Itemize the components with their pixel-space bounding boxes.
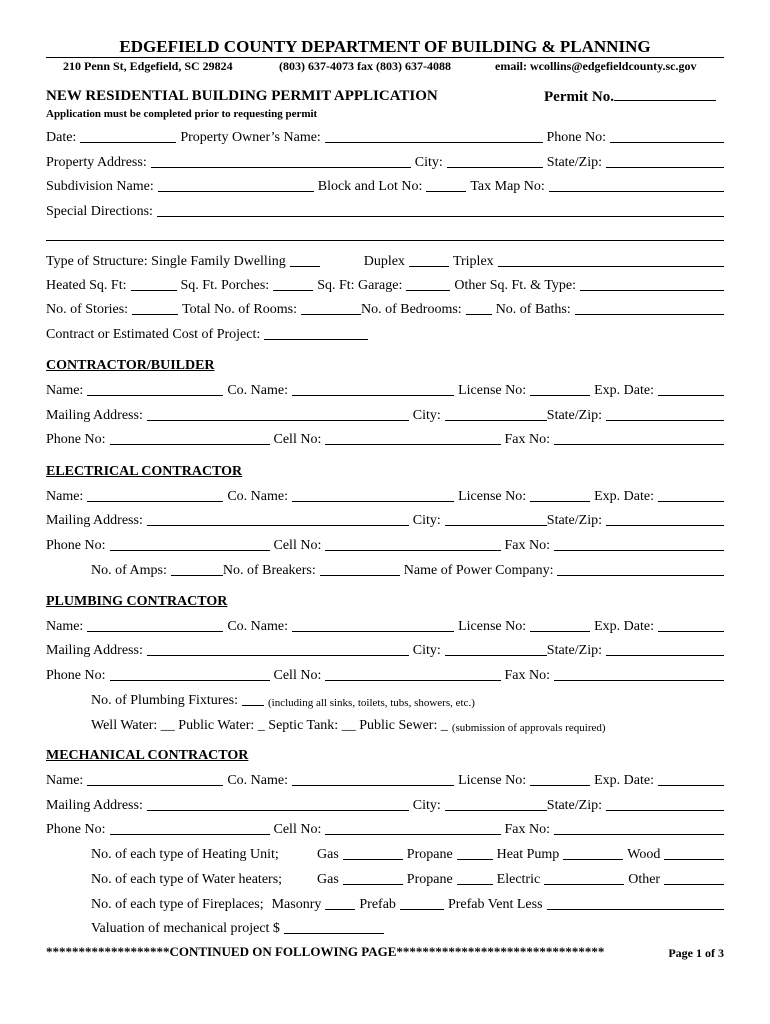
- prefab-label: Prefab: [359, 897, 396, 912]
- mailing-label: Mailing Address:: [46, 408, 143, 423]
- prefab-vent-less-label: Prefab Vent Less: [447, 897, 543, 912]
- plumbing-exp-field[interactable]: [658, 630, 724, 632]
- plumbing-mailing-field[interactable]: [147, 654, 409, 656]
- porches-sqft-field[interactable]: [273, 289, 313, 291]
- electrical-row-4: [91, 561, 724, 579]
- electrical-cell-field[interactable]: [325, 549, 500, 551]
- triplex-label: Triplex: [452, 254, 494, 269]
- amps-field[interactable]: [171, 574, 223, 576]
- heated-sqft-field[interactable]: [131, 289, 177, 291]
- water-sewer-options: Well Water: __ Public Water: _ Septic Tank: __ Public Sewer: _: [91, 718, 448, 733]
- mailing-label: Mailing Address:: [46, 513, 143, 528]
- breakers-label: No. of Breakers:: [222, 563, 316, 578]
- plumbing-name-field[interactable]: [87, 630, 223, 632]
- state-zip-label: State/Zip:: [546, 408, 602, 423]
- structure-row-1: [46, 252, 724, 270]
- electrical-row-3: [46, 536, 724, 554]
- rooms-field[interactable]: [301, 313, 361, 315]
- gas-label: Gas: [317, 872, 339, 887]
- mechanical-license-field[interactable]: [530, 784, 590, 786]
- mechanical-row-1: [46, 771, 724, 789]
- masonry-label: Masonry: [271, 897, 322, 912]
- other-label: Other: [628, 872, 661, 887]
- cell-label: Cell No:: [273, 668, 322, 683]
- subdivision-field[interactable]: [158, 190, 314, 192]
- exp-date-label: Exp. Date:: [594, 619, 654, 634]
- electric-label: Electric: [496, 872, 541, 887]
- propane-label: Propane: [406, 847, 453, 862]
- contractor-co-name-field[interactable]: [292, 394, 454, 396]
- water-heater-gas-field[interactable]: [343, 883, 403, 885]
- power-company-field[interactable]: [557, 574, 724, 576]
- electrical-city-field[interactable]: [445, 524, 547, 526]
- mechanical-mailing-field[interactable]: [147, 809, 409, 811]
- city-label: City:: [412, 643, 441, 658]
- bedrooms-label: No. of Bedrooms:: [360, 302, 462, 317]
- phone-label: Phone No:: [546, 130, 606, 145]
- contractor-row-1: [46, 381, 724, 399]
- contractor-name-field[interactable]: [87, 394, 223, 396]
- plumbing-row-1: [46, 617, 724, 635]
- amps-label: No. of Amps:: [91, 563, 167, 578]
- property-address-label: Property Address:: [46, 155, 147, 170]
- name-label: Name:: [46, 773, 84, 788]
- rooms-label: Total No. of Rooms:: [182, 302, 297, 317]
- block-lot-field[interactable]: [426, 190, 466, 192]
- co-name-label: Co. Name:: [227, 773, 288, 788]
- other-sqft-field[interactable]: [580, 289, 724, 291]
- contractor-fax-field[interactable]: [554, 443, 724, 445]
- heat-pump-label: Heat Pump: [496, 847, 560, 862]
- heating-heat-pump-field[interactable]: [563, 858, 623, 860]
- plumbing-co-name-field[interactable]: [292, 630, 454, 632]
- electrical-row-1: [46, 487, 724, 505]
- fax-label: Fax No:: [504, 822, 550, 837]
- contractor-state-zip-field[interactable]: [606, 419, 724, 421]
- department-phone: (803) 637-4073 fax (803) 637-4088: [279, 59, 451, 73]
- electrical-section-title: ELECTRICAL CONTRACTOR: [46, 464, 243, 479]
- water-heater-row: [91, 870, 724, 888]
- department-title: EDGEFIELD COUNTY DEPARTMENT OF BUILDING & PLANNING: [46, 37, 724, 58]
- date-label: Date:: [46, 130, 77, 145]
- state-zip-label: State/Zip:: [546, 643, 602, 658]
- exp-date-label: Exp. Date:: [594, 773, 654, 788]
- city-field[interactable]: [447, 166, 543, 168]
- heated-sqft-label: Heated Sq. Ft:: [46, 278, 127, 293]
- mechanical-section-title: MECHANICAL CONTRACTOR: [46, 748, 249, 763]
- bedrooms-field[interactable]: [466, 313, 492, 315]
- city-label: City:: [412, 408, 441, 423]
- mailing-label: Mailing Address:: [46, 798, 143, 813]
- contractor-mailing-field[interactable]: [147, 419, 409, 421]
- structure-row-3: [46, 300, 724, 318]
- co-name-label: Co. Name:: [227, 489, 288, 504]
- contractor-exp-field[interactable]: [658, 394, 724, 396]
- mechanical-city-field[interactable]: [445, 809, 547, 811]
- contractor-row-2: [46, 406, 724, 424]
- city-label: City:: [412, 798, 441, 813]
- valuation-field[interactable]: [284, 932, 384, 934]
- other-sqft-label: Other Sq. Ft. & Type:: [454, 278, 576, 293]
- mechanical-row-3: [46, 820, 724, 838]
- fixtures-field[interactable]: [242, 704, 264, 706]
- electrical-exp-field[interactable]: [658, 500, 724, 502]
- cost-label: Contract or Estimated Cost of Project:: [46, 327, 261, 342]
- phone-field[interactable]: [610, 141, 724, 143]
- phone-label: Phone No:: [46, 668, 106, 683]
- duplex-field[interactable]: [409, 265, 449, 267]
- mechanical-state-zip-field[interactable]: [606, 809, 724, 811]
- heating-gas-field[interactable]: [343, 858, 403, 860]
- mailing-label: Mailing Address:: [46, 643, 143, 658]
- fixtures-note: (including all sinks, toilets, tubs, showers, etc.): [268, 697, 475, 709]
- water-heater-propane-field[interactable]: [457, 883, 493, 885]
- cell-label: Cell No:: [273, 538, 322, 553]
- directions-field-line-2[interactable]: [46, 240, 724, 241]
- fax-label: Fax No:: [504, 432, 550, 447]
- name-label: Name:: [46, 619, 84, 634]
- permit-number-field[interactable]: [614, 88, 716, 101]
- heating-wood-field[interactable]: [664, 858, 724, 860]
- mechanical-cell-field[interactable]: [325, 833, 500, 835]
- valuation-label: Valuation of mechanical project $: [91, 921, 280, 936]
- plumbing-row-3: [46, 666, 724, 684]
- heating-label: No. of each type of Heating Unit;: [91, 847, 279, 862]
- power-company-label: Name of Power Company:: [403, 563, 554, 578]
- permit-number-label: Permit No.: [544, 88, 716, 106]
- porches-sqft-label: Sq. Ft. Porches:: [180, 278, 270, 293]
- garage-sqft-label: Sq. Ft: Garage:: [317, 278, 403, 293]
- heating-propane-field[interactable]: [457, 858, 493, 860]
- electrical-name-field[interactable]: [87, 500, 223, 502]
- heating-row: [91, 845, 724, 863]
- license-label: License No:: [458, 383, 527, 398]
- page-number: Page 1 of 3: [668, 946, 724, 960]
- fax-label: Fax No:: [504, 668, 550, 683]
- form-title: NEW RESIDENTIAL BUILDING PERMIT APPLICATION: [46, 88, 438, 104]
- plumbing-license-field[interactable]: [530, 630, 590, 632]
- baths-label: No. of Baths:: [495, 302, 571, 317]
- license-label: License No:: [458, 489, 527, 504]
- cell-label: Cell No:: [273, 822, 322, 837]
- electrical-license-field[interactable]: [530, 500, 590, 502]
- phone-label: Phone No:: [46, 822, 106, 837]
- city-label: City:: [414, 155, 443, 170]
- plumbing-row-5: [91, 716, 724, 734]
- continued-notice: *******************CONTINUED ON FOLLOWING PAGE********************************: [46, 944, 605, 959]
- property-address-field[interactable]: [151, 166, 411, 168]
- mechanical-row-2: [46, 796, 724, 814]
- plumbing-city-field[interactable]: [445, 654, 547, 656]
- mechanical-name-field[interactable]: [87, 784, 223, 786]
- mechanical-fax-field[interactable]: [554, 833, 724, 835]
- state-zip-label: State/Zip:: [546, 798, 602, 813]
- directions-field[interactable]: [157, 215, 724, 217]
- single-family-field[interactable]: [290, 265, 320, 267]
- plumbing-row-4: [91, 691, 724, 709]
- name-label: Name:: [46, 489, 84, 504]
- owner-row-1: [46, 128, 724, 146]
- contractor-section-title: CONTRACTOR/BUILDER: [46, 358, 215, 373]
- mechanical-phone-field[interactable]: [110, 833, 270, 835]
- exp-date-label: Exp. Date:: [594, 489, 654, 504]
- electrical-fax-field[interactable]: [554, 549, 724, 551]
- plumbing-phone-field[interactable]: [110, 679, 270, 681]
- electrical-state-zip-field[interactable]: [606, 524, 724, 526]
- city-label: City:: [412, 513, 441, 528]
- contractor-row-3: [46, 430, 724, 448]
- structure-row-2: [46, 276, 724, 294]
- tax-map-field[interactable]: [549, 190, 724, 192]
- stories-field[interactable]: [132, 313, 178, 315]
- breakers-field[interactable]: [320, 574, 400, 576]
- form-subtitle: Application must be completed prior to requesting permit: [46, 108, 318, 120]
- owner-name-field[interactable]: [325, 141, 543, 143]
- duplex-label: Duplex: [363, 254, 405, 269]
- plumbing-section-title: PLUMBING CONTRACTOR: [46, 594, 228, 609]
- stories-label: No. of Stories:: [46, 302, 129, 317]
- baths-field[interactable]: [575, 313, 724, 315]
- owner-row-3: [46, 177, 724, 195]
- state-zip-label: State/Zip:: [546, 155, 602, 170]
- tax-map-label: Tax Map No:: [470, 179, 545, 194]
- plumbing-state-zip-field[interactable]: [606, 654, 724, 656]
- wood-label: Wood: [627, 847, 661, 862]
- co-name-label: Co. Name:: [227, 383, 288, 398]
- phone-label: Phone No:: [46, 432, 106, 447]
- exp-date-label: Exp. Date:: [594, 383, 654, 398]
- department-email: email: wcollins@edgefieldcounty.sc.gov: [495, 59, 697, 73]
- cost-field[interactable]: [264, 338, 368, 340]
- contractor-cell-field[interactable]: [325, 443, 500, 445]
- water-heater-electric-field[interactable]: [544, 883, 624, 885]
- garage-sqft-field[interactable]: [406, 289, 450, 291]
- phone-label: Phone No:: [46, 538, 106, 553]
- electrical-row-2: [46, 511, 724, 529]
- structure-row-4: [46, 325, 724, 343]
- fireplace-row: [91, 895, 724, 913]
- owner-row-2: [46, 153, 724, 171]
- plumbing-cell-field[interactable]: [325, 679, 500, 681]
- triplex-field[interactable]: [498, 265, 724, 267]
- water-heater-other-field[interactable]: [664, 883, 724, 885]
- plumbing-row-2: [46, 641, 724, 659]
- license-label: License No:: [458, 619, 527, 634]
- contractor-city-field[interactable]: [445, 419, 547, 421]
- propane-label: Propane: [406, 872, 453, 887]
- fireplace-label: No. of each type of Fireplaces;: [91, 897, 264, 912]
- date-field[interactable]: [80, 141, 176, 143]
- cell-label: Cell No:: [273, 432, 322, 447]
- fireplace-vent-less-field[interactable]: [547, 908, 724, 910]
- department-address: 210 Penn St, Edgefield, SC 29824: [63, 59, 233, 73]
- water-heater-label: No. of each type of Water heaters;: [91, 872, 283, 887]
- plumbing-fax-field[interactable]: [554, 679, 724, 681]
- contractor-license-field[interactable]: [530, 394, 590, 396]
- fireplace-prefab-field[interactable]: [400, 908, 444, 910]
- fax-label: Fax No:: [504, 538, 550, 553]
- electrical-mailing-field[interactable]: [147, 524, 409, 526]
- owner-name-label: Property Owner’s Name:: [180, 130, 321, 145]
- owner-row-4: [46, 202, 724, 220]
- state-zip-label: State/Zip:: [546, 513, 602, 528]
- contractor-phone-field[interactable]: [110, 443, 270, 445]
- license-label: License No:: [458, 773, 527, 788]
- directions-label: Special Directions:: [46, 204, 153, 219]
- electrical-co-name-field[interactable]: [292, 500, 454, 502]
- valuation-row: [91, 919, 724, 937]
- block-lot-label: Block and Lot No:: [317, 179, 423, 194]
- electrical-phone-field[interactable]: [110, 549, 270, 551]
- structure-type-label: Type of Structure: Single Family Dwelling: [46, 254, 286, 269]
- fireplace-masonry-field[interactable]: [325, 908, 355, 910]
- subdivision-label: Subdivision Name:: [46, 179, 154, 194]
- approval-note: (submission of approvals required): [451, 722, 606, 734]
- co-name-label: Co. Name:: [227, 619, 288, 634]
- fixtures-label: No. of Plumbing Fixtures:: [91, 693, 239, 708]
- name-label: Name:: [46, 383, 84, 398]
- gas-label: Gas: [317, 847, 339, 862]
- state-zip-field[interactable]: [606, 166, 724, 168]
- mechanical-exp-field[interactable]: [658, 784, 724, 786]
- mechanical-co-name-field[interactable]: [292, 784, 454, 786]
